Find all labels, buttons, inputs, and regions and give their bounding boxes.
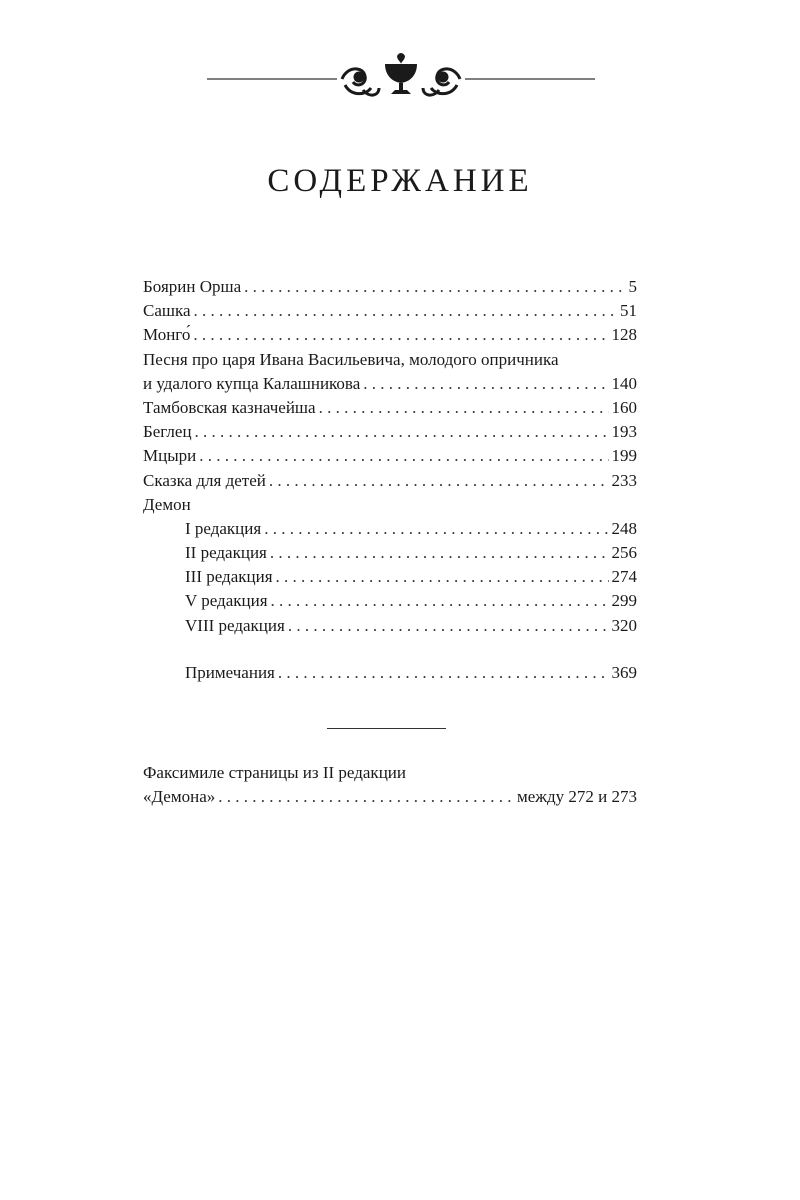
toc-entry-label: Сказка для детей (143, 470, 266, 490)
toc-entry-page: 5 (628, 277, 637, 296)
toc-entry-label: Мцыри (143, 446, 197, 466)
toc-entry-label: и удалого купца Калашникова (143, 373, 361, 393)
toc-entry-page: 160 (611, 397, 637, 417)
dot-leader (244, 275, 625, 299)
toc-entry-beglets[interactable] (143, 420, 637, 444)
toc-entry-tambovskaya-kaznacheysha[interactable] (143, 396, 637, 420)
dot-leader (218, 785, 514, 809)
toc-entry-skazka-dlya-detey[interactable] (143, 469, 637, 493)
dot-leader (278, 661, 609, 685)
toc-entry-song-line2[interactable] (143, 372, 637, 396)
dot-leader (194, 299, 617, 323)
toc-entry-page: между 272 и 273 (516, 787, 637, 807)
toc-entry-page: 193 (611, 422, 637, 442)
dot-leader (264, 517, 608, 541)
toc-entry-label: Монго́ (143, 325, 191, 345)
facsimile-line1[interactable]: Факсимиле страницы из II редакции (143, 763, 406, 782)
toc-entry-boyarin-orsha[interactable] (143, 275, 637, 299)
dot-leader (193, 323, 608, 347)
dot-leader (276, 565, 609, 589)
toc-entry-label: Примечания (185, 662, 275, 682)
ornament-right-scroll (423, 69, 460, 95)
dot-leader (288, 614, 609, 638)
toc-entry-page: 256 (611, 543, 637, 563)
facsimile-line2[interactable] (143, 785, 637, 809)
toc-entry-label: Боярин Орша (143, 277, 242, 296)
toc-entry-demon-edition-2[interactable] (143, 541, 637, 565)
dot-leader (199, 444, 608, 468)
toc-entry-page: 369 (611, 662, 637, 682)
toc-entry-page: 51 (620, 301, 637, 321)
chalice-icon (385, 53, 417, 94)
toc-entry-demon-edition-8[interactable] (143, 614, 637, 638)
toc-entry-page: 140 (611, 373, 637, 393)
toc-entry-demon-edition-3[interactable] (143, 565, 637, 589)
toc-entry-page: 248 (611, 518, 637, 538)
toc-entry-notes[interactable] (143, 661, 637, 685)
page-title: СОДЕРЖАНИЕ (267, 163, 533, 199)
table-of-contents (143, 275, 637, 685)
toc-entry-label: V редакция (185, 591, 268, 611)
toc-entry-page: 128 (611, 325, 637, 345)
section-divider (327, 728, 446, 729)
toc-entry-label: II редакция (185, 543, 267, 563)
toc-notes-section (143, 661, 637, 685)
dot-leader (195, 420, 609, 444)
toc-entry-song-line1[interactable]: Песня про царя Ивана Васильевича, молодого опричника (143, 349, 559, 369)
toc-entry-label: «Демона» (143, 787, 216, 807)
toc-entry-page: 274 (611, 567, 637, 587)
toc-heading-demon: Демон (143, 494, 191, 514)
dot-leader (271, 589, 609, 613)
toc-demon-editions (143, 517, 637, 638)
toc-entry-label: Беглец (143, 422, 192, 442)
facsimile-note (143, 761, 637, 809)
toc-entry-mtsyri[interactable] (143, 444, 637, 468)
dot-leader (270, 541, 609, 565)
toc-entry-demon-edition-5[interactable] (143, 589, 637, 613)
toc-entry-label: VIII редакция (185, 615, 285, 635)
toc-entry-label: III редакция (185, 567, 273, 587)
toc-entry-demon-edition-1[interactable] (143, 517, 637, 541)
dot-leader (363, 372, 608, 396)
toc-entry-label: Тамбовская казначейша (143, 397, 316, 417)
toc-entry-label: Сашка (143, 301, 191, 321)
dot-leader (269, 469, 609, 493)
ornament-header (207, 52, 595, 102)
dot-leader (319, 396, 609, 420)
toc-entry-page: 233 (611, 470, 637, 490)
toc-entry-page: 199 (611, 446, 637, 466)
toc-entry-mongo[interactable] (143, 323, 637, 347)
toc-entry-sashka[interactable] (143, 299, 637, 323)
toc-entry-label: I редакция (185, 518, 262, 538)
toc-entry-page: 299 (611, 591, 637, 611)
ornament-left-scroll (342, 69, 379, 95)
toc-entry-page: 320 (611, 615, 637, 635)
